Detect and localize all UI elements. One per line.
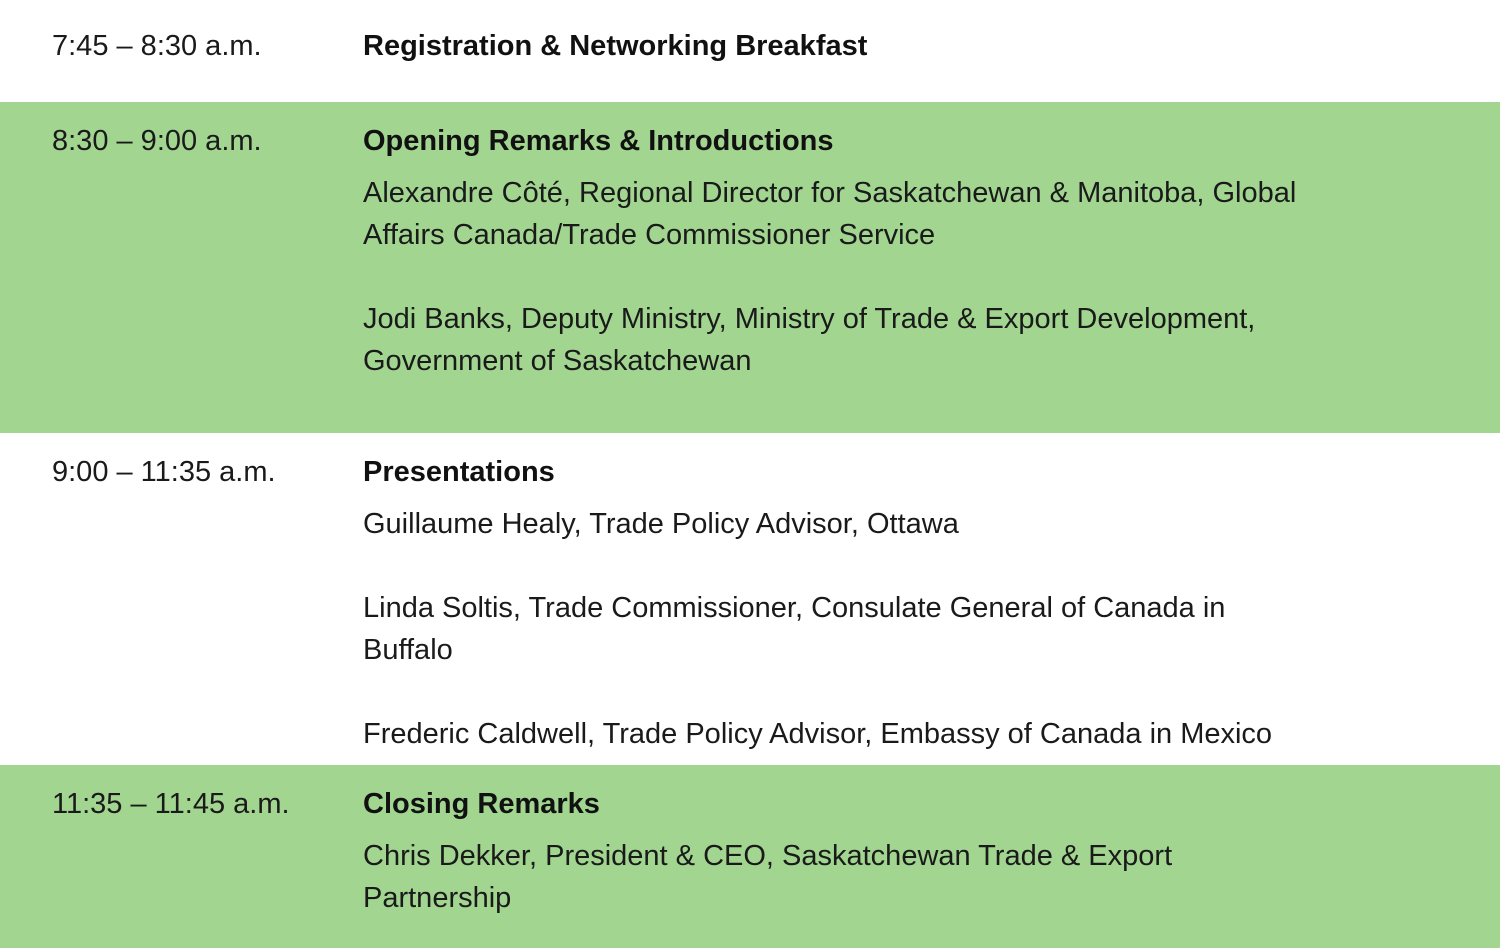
- session-title: Closing Remarks: [363, 788, 600, 820]
- session-content: [363, 451, 1500, 755]
- speaker-line: Frederic Caldwell, Trade Policy Advisor, Embassy of Canada in Mexico: [363, 718, 1273, 750]
- speaker-entry: [363, 713, 1470, 755]
- speaker-line: Government of Saskatchewan: [363, 345, 752, 377]
- speaker-line: Chris Dekker, President & CEO, Saskatchewan Trade & Export: [363, 840, 1173, 872]
- time-slot: 7:45 – 8:30 a.m.: [52, 30, 262, 62]
- time-slot: 8:30 – 9:00 a.m.: [52, 125, 262, 157]
- speaker-line: Alexandre Côté, Regional Director for Saskatchewan & Manitoba, Global: [363, 177, 1297, 209]
- speaker-entry: [363, 503, 1470, 545]
- session-title: Opening Remarks & Introductions: [363, 125, 834, 157]
- speaker-line: Affairs Canada/Trade Commissioner Service: [363, 219, 936, 251]
- speaker-line: Jodi Banks, Deputy Ministry, Ministry of Trade & Export Development,: [363, 303, 1256, 335]
- agenda-row-opening-remarks: [0, 102, 1500, 433]
- agenda-row-registration: [0, 0, 1500, 102]
- session-content: [363, 120, 1500, 382]
- time-slot: 9:00 – 11:35 a.m.: [52, 456, 276, 488]
- session-title: Registration & Networking Breakfast: [363, 30, 868, 62]
- session-content: [363, 25, 1500, 77]
- speaker-line: Guillaume Healy, Trade Policy Advisor, Ottawa: [363, 508, 959, 540]
- agenda-row-closing-remarks: [0, 765, 1500, 948]
- speaker-line: Linda Soltis, Trade Commissioner, Consulate General of Canada in: [363, 592, 1226, 624]
- session-title: Presentations: [363, 456, 555, 488]
- speaker-entry: [363, 172, 1470, 256]
- speaker-entry: [363, 298, 1470, 382]
- speaker-entry: [363, 835, 1470, 919]
- time-slot: 11:35 – 11:45 a.m.: [52, 788, 290, 820]
- speaker-line: Partnership: [363, 882, 512, 914]
- agenda-row-presentations: [0, 433, 1500, 765]
- speaker-entry: [363, 587, 1470, 671]
- speaker-line: Buffalo: [363, 634, 453, 666]
- session-content: [363, 783, 1500, 919]
